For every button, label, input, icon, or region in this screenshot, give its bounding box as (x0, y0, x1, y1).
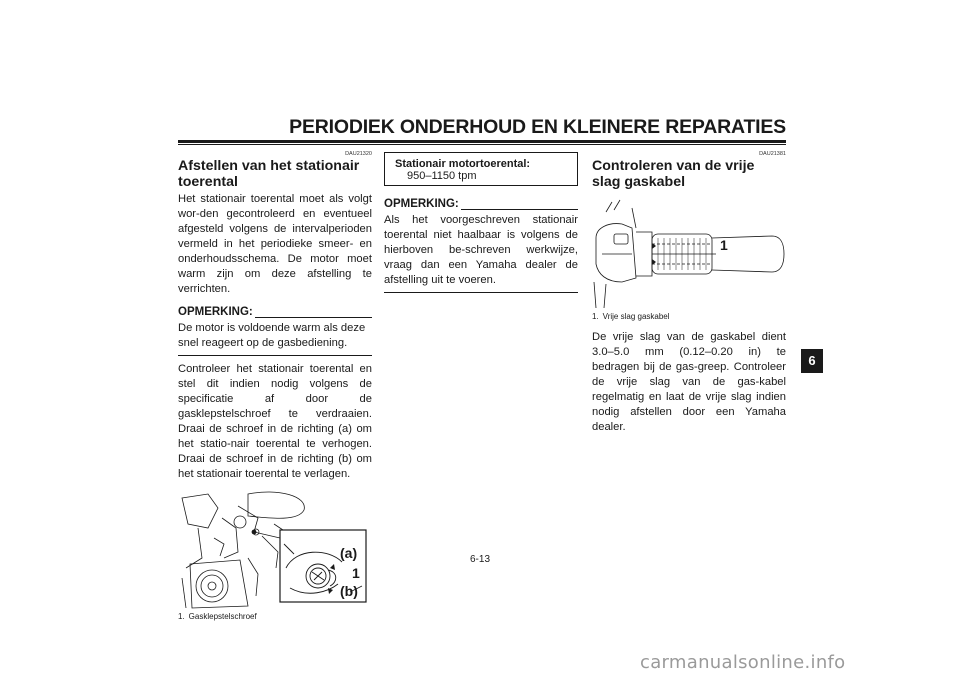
note-title (178, 305, 372, 320)
figure-caption (178, 612, 372, 622)
chapter-tab: 6 (801, 349, 823, 373)
header-rule-thin (178, 144, 786, 145)
page-number: 6-13 (469, 554, 490, 565)
note-body: Als het voorgeschreven stationair toerental niet haalbaar is volgens de hierboven be-schreven werkwijze, vraag dan een Yamaha dealer de afstelling uit te voeren. (384, 213, 578, 293)
caption-number: 1. (178, 612, 185, 621)
note-body: De motor is voldoende warm als deze snel reageert op de gasbediening. (178, 321, 372, 356)
column-left (178, 150, 372, 622)
instructions-paragraph: Controleer het stationair toerental en stel dit indien nodig volgens de specificatie af door de gasklepstelschroef te verdraaien. Draai de schroef in de richting (a) om het statio-nair toerental te verhogen. Draai de schroef in de richting (b) om het stationair toerental te verlagen. (178, 363, 372, 480)
note-title (384, 197, 578, 212)
spec-label: Stationair motortoerental: (395, 158, 531, 170)
body-paragraph: De vrije slag van de gaskabel dient 3.0–5.0 mm (0.12–0.20 in) te bedragen bij de gas-greep. Controleer de vrije slag van de gas-kabel regelmatig en laat de vrije slag indien nodig afstellen door een Yamaha dealer. (592, 331, 786, 433)
section-code: DAU21320 (345, 151, 372, 157)
page-header (178, 116, 786, 145)
header-rule (178, 140, 786, 143)
section-heading: Controleren van de vrije slag gaskabel (592, 158, 755, 190)
caption-text: Gasklepstelschroef (188, 612, 257, 621)
caption-number: 1. (592, 312, 599, 321)
note-title-text: OPMERKING: (178, 306, 253, 318)
caption-text: Vrije slag gaskabel (602, 312, 670, 321)
direction-label-b: (b) (340, 583, 358, 599)
throttle-grip-illustration (592, 198, 786, 308)
watermark: carmanualsonline.info (640, 652, 846, 673)
note-rule (461, 209, 578, 210)
callout-number-1: 1 (720, 237, 728, 253)
throttle-stop-screw-figure (178, 488, 372, 610)
intro-paragraph: Het stationair toerental moet als volgt wor-den gecontroleerd en eventueel afgesteld volgens de intervalperioden vermeld in het periodieke smeer- en onderhoudsschema. De motor moet warm zijn om deze afstelling te verrichten. (178, 193, 372, 295)
section-code: DAU21381 (759, 151, 786, 157)
callout-number-1: 1 (352, 565, 360, 581)
page-title: PERIODIEK ONDERHOUD EN KLEINERE REPARATIES (289, 116, 786, 138)
direction-label-a: (a) (340, 545, 358, 561)
column-middle (384, 152, 578, 299)
column-right (592, 150, 786, 435)
note-title-text: OPMERKING: (384, 198, 459, 210)
section-heading: Afstellen van het stationair toerental (178, 158, 360, 190)
spec-value: 950–1150 tpm (407, 170, 477, 182)
figure-caption (592, 312, 786, 322)
note-rule (255, 317, 372, 318)
spec-box (384, 152, 578, 186)
throttle-grip-figure (592, 198, 786, 308)
